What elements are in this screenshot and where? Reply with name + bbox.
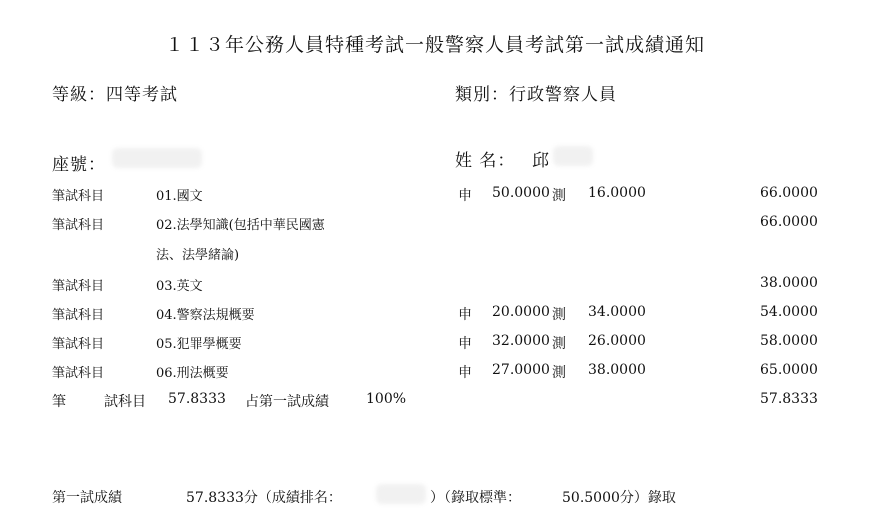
subject-type: 筆試科目 (52, 279, 105, 294)
subject-type: 筆試科目 (52, 337, 105, 352)
final-label: 第一試成績 (52, 490, 122, 506)
final-score: 57.8333分（成績排名： (186, 490, 342, 506)
final-standard-label: ）（錄取標準： (430, 490, 521, 506)
subject-name: 05.犯罪學概要 (156, 337, 242, 352)
test-score: 26.0000 (588, 333, 646, 349)
test-label: 測 (552, 365, 566, 381)
subject-type: 筆試科目 (52, 218, 105, 233)
subject-name-continued: 法、法學緒論) (156, 248, 240, 263)
redacted-rank (376, 484, 426, 504)
seat-number-label: 座號： (52, 155, 106, 175)
test-score: 16.0000 (588, 185, 646, 201)
summary-average: 57.8333 (168, 391, 226, 407)
redacted-name (553, 146, 593, 166)
essay-label: 申 (458, 307, 472, 323)
subject-type: 筆試科目 (52, 189, 105, 204)
essay-score: 20.0000 (492, 304, 550, 320)
test-score: 38.0000 (588, 362, 646, 378)
page-title: １１３年公務人員特種考試一般警察人員考試第一試成績通知 (164, 34, 705, 56)
subject-total: 58.0000 (760, 333, 818, 349)
name-label: 姓 名： (455, 151, 516, 171)
essay-label: 申 (458, 365, 472, 381)
test-label: 測 (552, 336, 566, 352)
essay-label: 申 (458, 336, 472, 352)
subject-name: 03.英文 (156, 279, 203, 294)
subject-total: 66.0000 (760, 185, 818, 201)
summary-total: 57.8333 (760, 391, 818, 407)
summary-label-b: 試科目 (104, 394, 146, 410)
summary-label-a: 筆 (52, 394, 66, 410)
test-label: 測 (552, 188, 566, 204)
redacted-seat-number (112, 148, 202, 168)
subject-name: 02.法學知識(包括中華民國憲 (156, 218, 325, 233)
test-label: 測 (552, 307, 566, 323)
essay-score: 27.0000 (492, 362, 550, 378)
test-score: 34.0000 (588, 304, 646, 320)
subject-total: 65.0000 (760, 362, 818, 378)
summary-share-label: 占第一試成績 (245, 394, 329, 410)
subject-name: 01.國文 (156, 189, 203, 204)
exam-grade: 等級：四等考試 (52, 85, 178, 105)
summary-percent: 100% (366, 391, 407, 407)
subject-name: 04.警察法規概要 (156, 308, 255, 323)
exam-category: 類別：行政警察人員 (455, 85, 617, 105)
subject-total: 54.0000 (760, 304, 818, 320)
name-value: 邱 (532, 151, 550, 171)
essay-score: 32.0000 (492, 333, 550, 349)
subject-total: 66.0000 (760, 214, 818, 230)
essay-label: 申 (458, 188, 472, 204)
subject-type: 筆試科目 (52, 308, 105, 323)
subject-name: 06.刑法概要 (156, 366, 229, 381)
essay-score: 50.0000 (492, 185, 550, 201)
subject-total: 38.0000 (760, 275, 818, 291)
final-standard-result: 50.5000分）錄取 (562, 490, 676, 506)
subject-type: 筆試科目 (52, 366, 105, 381)
